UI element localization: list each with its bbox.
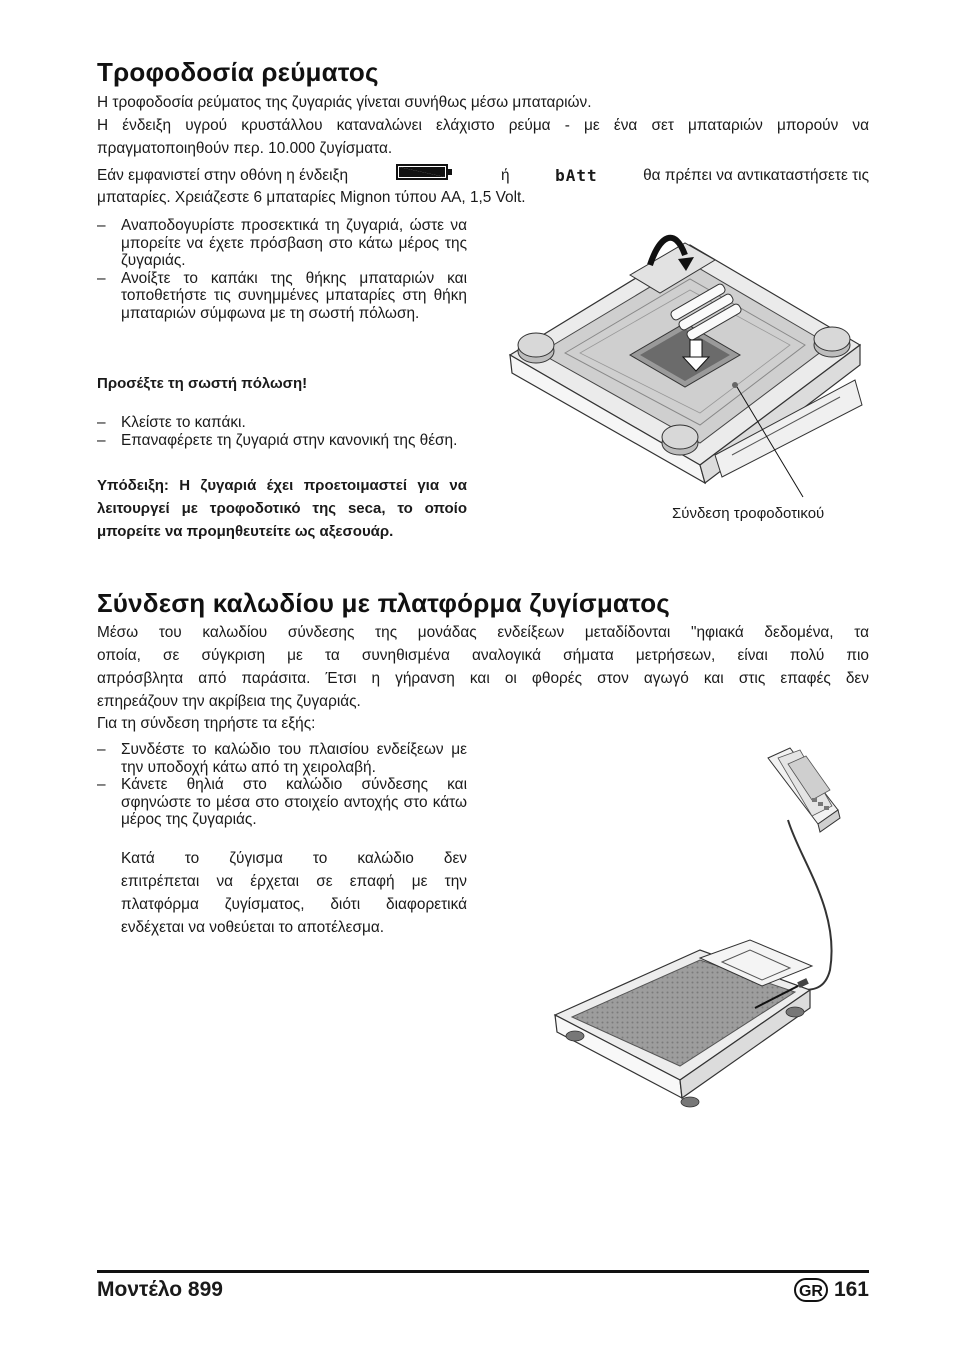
list-item: – Ανοίξτε το καπάκι της θήκης μπαταριών και τοποθετήστε τις συνημμένες μπαταρίες στη θήκη μπαταριών σύμφωνα με τη σωστή πόλωση. <box>97 270 467 323</box>
polarity-note: Προσέξτε τη σωστή πόλωση! <box>97 375 308 392</box>
power-paragraph-3b: μπαταρίες. Χρειάζεστε 6 μπαταρίες Mignon τύπου AA, 1,5 Volt. <box>97 189 526 206</box>
cable-note-line: Κατά το ζύγισμα το καλώδιο δεν <box>121 850 467 867</box>
cable-paragraph-line: απρόσβλητα από παράσιτα. Έτσι η γήρανση και οι φθορές στον αγωγό και στις επαφές δεν <box>97 670 869 687</box>
footer-model: Μοντέλο 899 <box>97 1278 223 1301</box>
cable-note-line: ενδέχεται να νοθεύεται το αποτέλεσμα. <box>121 919 385 936</box>
battery-steps-list <box>97 217 467 323</box>
page-number: 161 <box>833 1278 869 1301</box>
cable-paragraph <box>97 621 869 713</box>
battery-text-after: θα πρέπει να αντικαταστήσετε τις <box>643 167 869 184</box>
list-item: – Κλείστε το καπάκι. <box>97 414 467 432</box>
power-paragraph-2b: πραγματοποιηθούν περ. 10.000 ζυγίσματα. <box>97 140 393 157</box>
list-item: – Αναποδογυρίστε προσεκτικά τη ζυγαριά, ώστε να μπορείτε να έχετε πρόσβαση στο κάτω μέρος της ζυγαριάς. <box>97 217 467 270</box>
cable-paragraph-line: επηρεάζουν την ακρίβεια της ζυγαριάς. <box>97 693 361 710</box>
cable-steps-list <box>97 741 467 829</box>
battery-steps-list-2 <box>97 414 467 449</box>
list-item: – Συνδέστε το καλώδιο του πλαισίου ενδείξεων με την υποδοχή κάτω από τη χειρολαβή. <box>97 741 467 776</box>
cable-note-line: πλατφόρμα ζυγίσματος, διότι διαφορετικά <box>121 896 467 913</box>
power-paragraph-2a: Η ένδειξη υγρού κρυστάλλου καταναλώνει ελάχιστο ρεύμα - με ένα σετ μπαταριών μπορούν να <box>97 117 869 134</box>
cable-paragraph-line: οποία, σε σύγκριση με τα συνηθισμένα αναλογικά σήματα μετρήσεων, είναι πολύ πιο <box>97 647 869 664</box>
scale-underside-illustration <box>500 215 870 505</box>
batt-display-text: bAtt <box>555 166 598 185</box>
section-heading-power: Τροφοδοσία ρεύματος <box>97 57 379 87</box>
list-item: – Επαναφέρετε τη ζυγαριά στην κανονική της θέση. <box>97 432 467 450</box>
section-heading-cable: Σύνδεση καλωδίου με πλατφόρμα ζυγίσματος <box>97 588 670 618</box>
cable-note <box>121 847 467 939</box>
language-badge: GR <box>794 1278 828 1302</box>
list-item: – Κάνετε θηλιά στο καλώδιο σύνδεσης και σφηνώστε το μέσα στο στοιχείο αντοχής στο κάτω μέρος της ζυγαριάς. <box>97 776 467 829</box>
cable-paragraph-line: Μέσω του καλωδίου σύνδεσης της μονάδας ενδείξεων μεταδίδονται "ηφιακά δεδομένα, τα <box>97 624 869 641</box>
power-paragraph-1: Η τροφοδοσία ρεύματος της ζυγαριάς γίνεται συνήθως μέσω μπαταριών. <box>97 94 592 111</box>
figure-caption-power: Σύνδεση τροφοδοτικού <box>672 505 825 522</box>
low-battery-icon <box>396 163 454 188</box>
footer-page-info <box>794 1278 869 1302</box>
cable-intro: Για τη σύνδεση τηρήστε τα εξής: <box>97 715 316 732</box>
scale-with-display-illustration <box>550 740 870 1120</box>
battery-text-before: Εάν εμφανιστεί στην οθόνη η ένδειξη <box>97 167 348 184</box>
cable-note-line: επιτρέπεται να έρχεται σε επαφή με την <box>121 873 467 890</box>
footer-rule <box>97 1270 869 1273</box>
power-supply-hint: Υπόδειξη: Η ζυγαριά έχει προετοιμαστεί για να λειτουργεί με τροφοδοτικό της seca, το οποίο μπορείτε να προμηθευτείτε ως αξεσουάρ. <box>97 477 467 540</box>
battery-indicator-line <box>97 163 869 188</box>
battery-text-or: ή <box>501 167 510 184</box>
